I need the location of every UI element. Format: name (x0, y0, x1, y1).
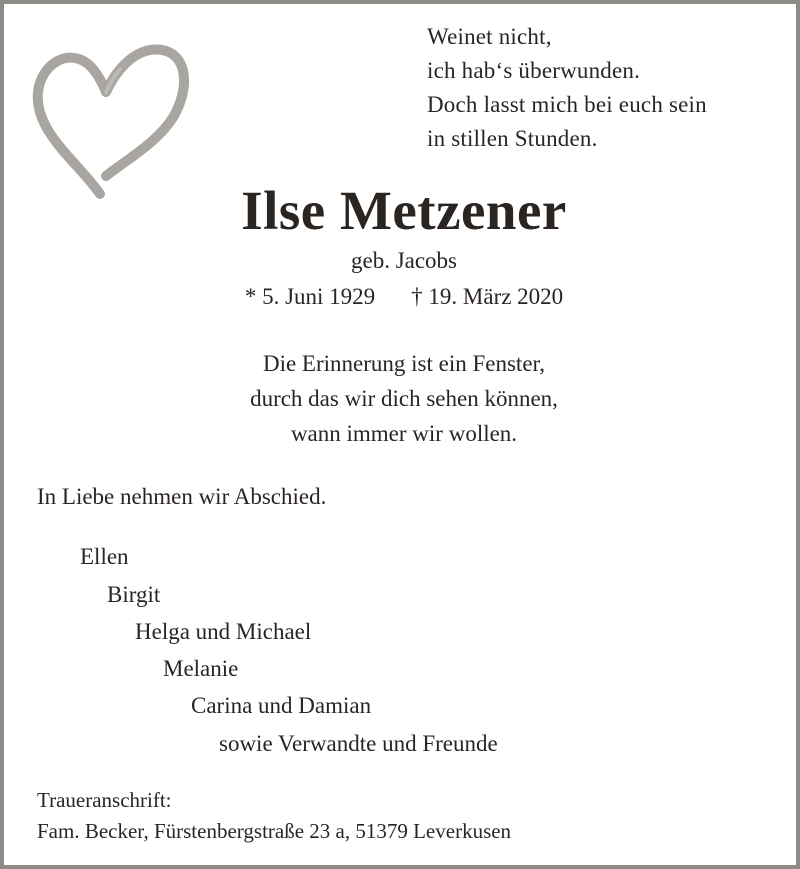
deceased-name: Ilse Metzener (241, 180, 567, 241)
life-dates (4, 282, 800, 312)
top-poem-line: Doch lasst mich bei euch sein (427, 92, 707, 117)
mourner-name: Helga und Michael (135, 619, 312, 644)
top-poem-line: Weinet nicht, (427, 24, 552, 49)
mourner-name: Carina und Damian (191, 693, 372, 718)
death-date: † 19. März 2020 (411, 284, 564, 309)
top-poem-line: in stillen Stunden. (427, 126, 598, 151)
farewell-text: In Liebe nehmen wir Abschied. (37, 484, 327, 509)
born-name: geb. Jacobs (350, 248, 458, 273)
mourner-name: sowie Verwandte und Freunde (219, 731, 498, 756)
quote-line: Die Erinnerung ist ein Fenster, (262, 351, 546, 376)
mourner-name: Birgit (107, 582, 161, 607)
mourner-name: Melanie (163, 656, 239, 681)
quote-line: durch das wir dich sehen können, (250, 386, 558, 411)
mourning-address: Fam. Becker, Fürstenbergstraße 23 a, 51379 Leverkusen (37, 819, 512, 843)
memorial-quote (4, 346, 800, 451)
mourner-name: Ellen (80, 544, 129, 569)
address-label: Traueranschrift: (37, 788, 172, 812)
quote-line: wann immer wir wollen. (290, 421, 518, 446)
birth-date: * 5. Juni 1929 (244, 284, 376, 309)
top-poem-line: ich hab‘s überwunden. (427, 58, 641, 83)
top-poem (427, 20, 707, 156)
